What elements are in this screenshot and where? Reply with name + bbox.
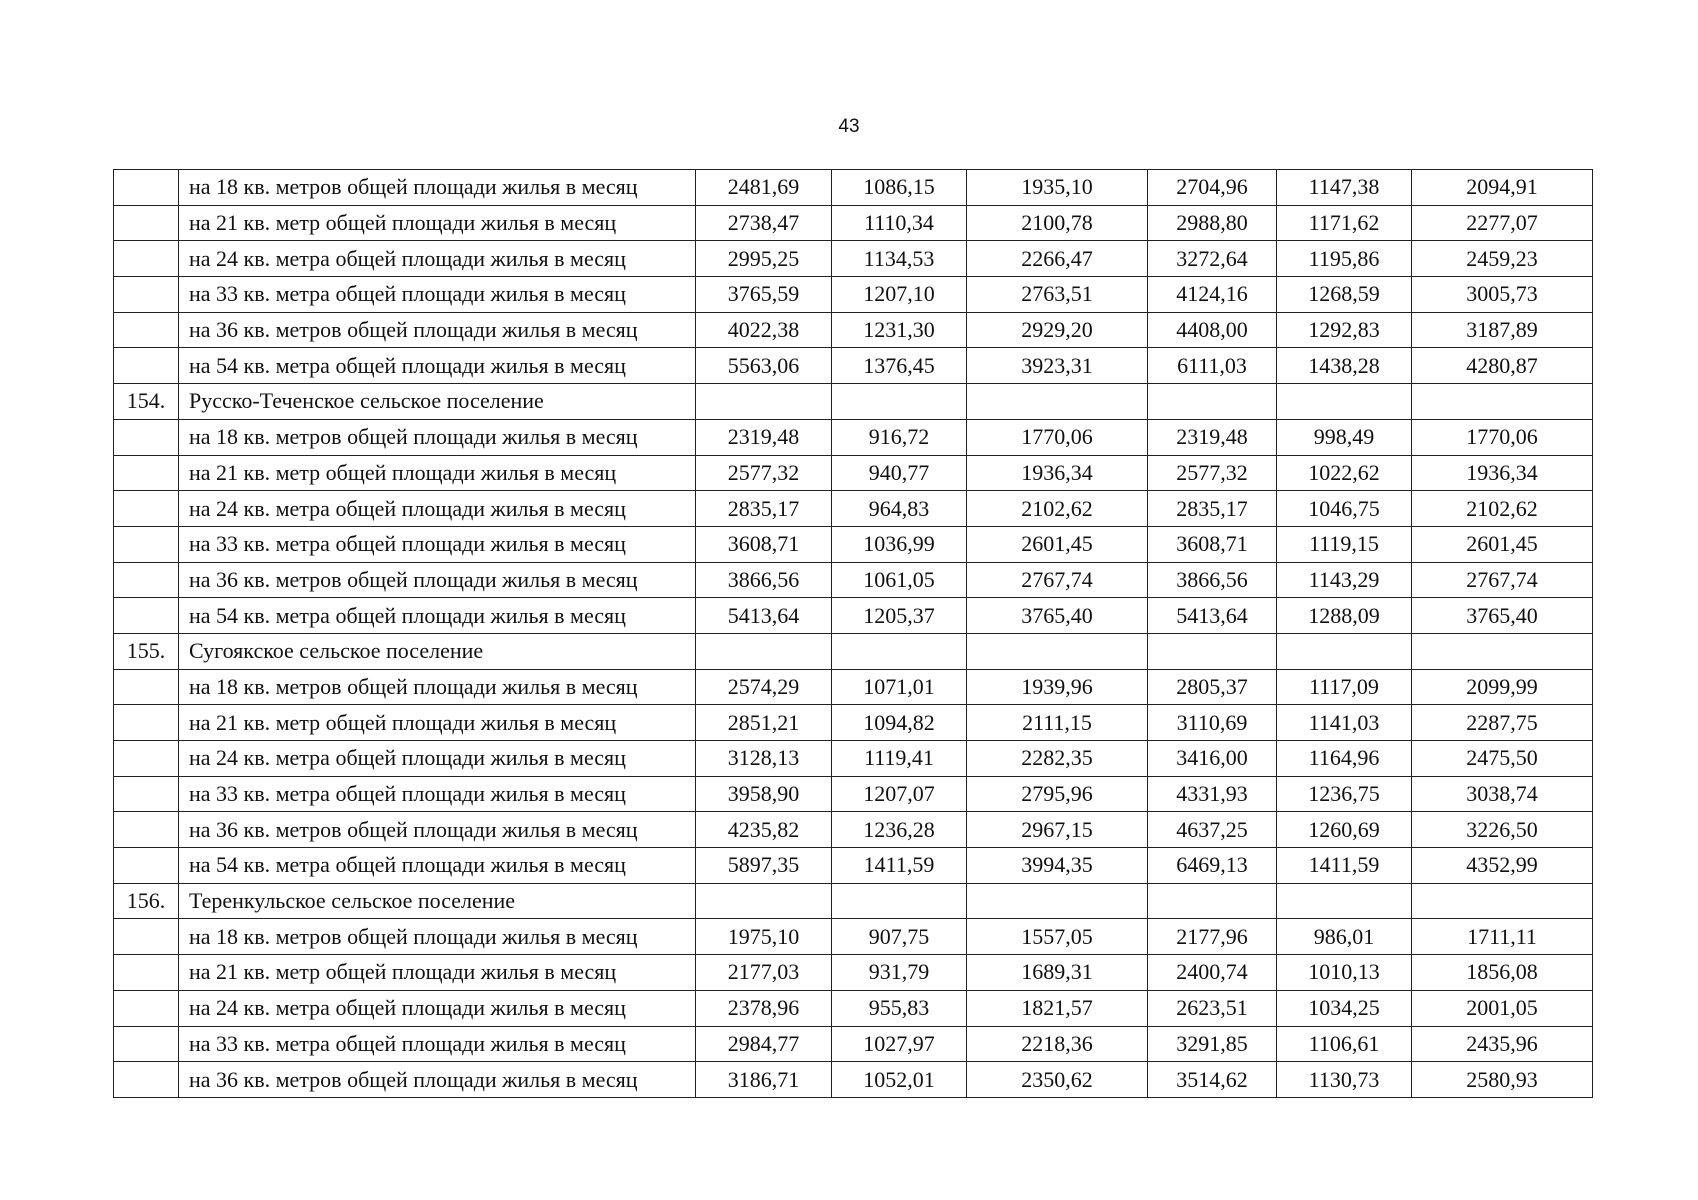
value-cell: 4280,87 (1412, 348, 1593, 384)
row-number-cell (114, 741, 179, 777)
value-cell: 1052,01 (832, 1062, 967, 1098)
value-cell (696, 883, 832, 919)
description-cell: на 18 кв. метров общей площади жилья в месяц (179, 419, 696, 455)
value-cell: 1034,25 (1277, 990, 1412, 1026)
value-cell (1412, 384, 1593, 420)
description-cell: на 24 кв. метра общей площади жилья в месяц (179, 990, 696, 1026)
value-cell (1148, 883, 1277, 919)
value-cell (1277, 384, 1412, 420)
value-cell: 1022,62 (1277, 455, 1412, 491)
table-row (114, 241, 1593, 277)
value-cell: 3226,50 (1412, 812, 1593, 848)
value-cell (832, 883, 967, 919)
value-cell: 3765,40 (967, 598, 1148, 634)
value-cell: 2929,20 (967, 312, 1148, 348)
row-number-cell (114, 312, 179, 348)
row-number-cell (114, 776, 179, 812)
row-number-cell (114, 419, 179, 455)
value-cell: 916,72 (832, 419, 967, 455)
value-cell: 2601,45 (967, 526, 1148, 562)
table-row (114, 598, 1593, 634)
description-cell: на 36 кв. метров общей площади жилья в месяц (179, 812, 696, 848)
value-cell: 1856,08 (1412, 955, 1593, 991)
value-cell: 4352,99 (1412, 848, 1593, 884)
description-cell: на 33 кв. метра общей площади жилья в месяц (179, 1026, 696, 1062)
row-number-cell (114, 526, 179, 562)
value-cell: 3514,62 (1148, 1062, 1277, 1098)
table-row (114, 312, 1593, 348)
value-cell: 3608,71 (696, 526, 832, 562)
value-cell (832, 384, 967, 420)
value-cell: 2100,78 (967, 205, 1148, 241)
value-cell: 4235,82 (696, 812, 832, 848)
value-cell: 3994,35 (967, 848, 1148, 884)
value-cell: 3416,00 (1148, 741, 1277, 777)
value-cell: 1205,37 (832, 598, 967, 634)
value-cell: 1236,75 (1277, 776, 1412, 812)
value-cell: 3291,85 (1148, 1026, 1277, 1062)
row-number-cell: 154. (114, 384, 179, 420)
value-cell: 4331,93 (1148, 776, 1277, 812)
value-cell: 2111,15 (967, 705, 1148, 741)
row-number-cell (114, 1026, 179, 1062)
table-row (114, 277, 1593, 313)
row-number-cell (114, 348, 179, 384)
value-cell (696, 384, 832, 420)
value-cell: 3110,69 (1148, 705, 1277, 741)
description-cell: на 54 кв. метра общей площади жилья в месяц (179, 848, 696, 884)
value-cell: 1094,82 (832, 705, 967, 741)
table-row (114, 848, 1593, 884)
value-cell: 1936,34 (1412, 455, 1593, 491)
value-cell: 1207,07 (832, 776, 967, 812)
value-cell: 1935,10 (967, 170, 1148, 206)
row-number-cell (114, 205, 179, 241)
description-cell: на 36 кв. метров общей площади жилья в месяц (179, 312, 696, 348)
table-row (114, 741, 1593, 777)
value-cell: 5413,64 (1148, 598, 1277, 634)
value-cell: 1143,29 (1277, 562, 1412, 598)
value-cell: 1027,97 (832, 1026, 967, 1062)
value-cell: 2102,62 (967, 491, 1148, 527)
value-cell: 907,75 (832, 919, 967, 955)
value-cell: 2435,96 (1412, 1026, 1593, 1062)
value-cell: 2805,37 (1148, 669, 1277, 705)
value-cell: 1110,34 (832, 205, 967, 241)
value-cell: 1939,96 (967, 669, 1148, 705)
value-cell: 3272,64 (1148, 241, 1277, 277)
value-cell (967, 883, 1148, 919)
value-cell: 1770,06 (1412, 419, 1593, 455)
value-cell: 931,79 (832, 955, 967, 991)
value-cell: 1231,30 (832, 312, 967, 348)
value-cell: 1260,69 (1277, 812, 1412, 848)
value-cell: 2835,17 (1148, 491, 1277, 527)
settlement-name-cell: Теренкульское сельское поселение (179, 883, 696, 919)
value-cell: 2704,96 (1148, 170, 1277, 206)
value-cell: 2266,47 (967, 241, 1148, 277)
value-cell: 2319,48 (696, 419, 832, 455)
value-cell: 2102,62 (1412, 491, 1593, 527)
table-row (114, 669, 1593, 705)
value-cell: 2984,77 (696, 1026, 832, 1062)
description-cell: на 18 кв. метров общей площади жилья в месяц (179, 919, 696, 955)
value-cell: 1236,28 (832, 812, 967, 848)
value-cell: 1288,09 (1277, 598, 1412, 634)
value-cell: 1975,10 (696, 919, 832, 955)
value-cell: 5413,64 (696, 598, 832, 634)
settlement-name-cell: Сугоякское сельское поселение (179, 633, 696, 669)
description-cell: на 24 кв. метра общей площади жилья в месяц (179, 491, 696, 527)
value-cell: 4022,38 (696, 312, 832, 348)
row-number-cell (114, 848, 179, 884)
table-row (114, 955, 1593, 991)
row-number-cell (114, 562, 179, 598)
value-cell: 1770,06 (967, 419, 1148, 455)
description-cell: на 33 кв. метра общей площади жилья в месяц (179, 277, 696, 313)
value-cell: 1086,15 (832, 170, 967, 206)
value-cell: 1036,99 (832, 526, 967, 562)
value-cell: 2795,96 (967, 776, 1148, 812)
value-cell: 986,01 (1277, 919, 1412, 955)
value-cell: 3923,31 (967, 348, 1148, 384)
value-cell: 2577,32 (696, 455, 832, 491)
value-cell (1148, 633, 1277, 669)
value-cell: 2459,23 (1412, 241, 1593, 277)
row-number-cell (114, 491, 179, 527)
value-cell (696, 633, 832, 669)
value-cell (1277, 883, 1412, 919)
description-cell: на 18 кв. метров общей площади жилья в месяц (179, 170, 696, 206)
row-number-cell (114, 277, 179, 313)
value-cell: 3866,56 (696, 562, 832, 598)
page-number: 43 (838, 116, 860, 137)
row-number-cell (114, 455, 179, 491)
value-cell: 1134,53 (832, 241, 967, 277)
value-cell: 1130,73 (1277, 1062, 1412, 1098)
value-cell: 2580,93 (1412, 1062, 1593, 1098)
description-cell: на 21 кв. метр общей площади жилья в месяц (179, 455, 696, 491)
value-cell: 2400,74 (1148, 955, 1277, 991)
value-cell: 5897,35 (696, 848, 832, 884)
value-cell: 2177,96 (1148, 919, 1277, 955)
table-row (114, 419, 1593, 455)
table-row (114, 348, 1593, 384)
row-number-cell: 155. (114, 633, 179, 669)
value-cell: 2282,35 (967, 741, 1148, 777)
value-cell: 2475,50 (1412, 741, 1593, 777)
value-cell: 1071,01 (832, 669, 967, 705)
value-cell: 1689,31 (967, 955, 1148, 991)
row-number-cell (114, 1062, 179, 1098)
value-cell: 5563,06 (696, 348, 832, 384)
value-cell: 3187,89 (1412, 312, 1593, 348)
value-cell: 940,77 (832, 455, 967, 491)
value-cell: 1171,62 (1277, 205, 1412, 241)
value-cell: 1711,11 (1412, 919, 1593, 955)
value-cell: 955,83 (832, 990, 967, 1026)
description-cell: на 24 кв. метра общей площади жилья в месяц (179, 741, 696, 777)
value-cell: 6111,03 (1148, 348, 1277, 384)
value-cell: 1164,96 (1277, 741, 1412, 777)
value-cell: 3866,56 (1148, 562, 1277, 598)
value-cell: 2350,62 (967, 1062, 1148, 1098)
value-cell: 2763,51 (967, 277, 1148, 313)
value-cell: 2287,75 (1412, 705, 1593, 741)
value-cell (1412, 883, 1593, 919)
value-cell: 2177,03 (696, 955, 832, 991)
value-cell: 2835,17 (696, 491, 832, 527)
table-row (114, 205, 1593, 241)
value-cell: 998,49 (1277, 419, 1412, 455)
value-cell: 1292,83 (1277, 312, 1412, 348)
value-cell: 1821,57 (967, 990, 1148, 1026)
value-cell: 2967,15 (967, 812, 1148, 848)
value-cell: 2767,74 (967, 562, 1148, 598)
table-row (114, 562, 1593, 598)
description-cell: на 33 кв. метра общей площади жилья в месяц (179, 776, 696, 812)
description-cell: на 54 кв. метра общей площади жилья в месяц (179, 348, 696, 384)
table-row (114, 812, 1593, 848)
value-cell: 1061,05 (832, 562, 967, 598)
value-cell: 4124,16 (1148, 277, 1277, 313)
value-cell: 2601,45 (1412, 526, 1593, 562)
row-number-cell (114, 170, 179, 206)
value-cell: 1376,45 (832, 348, 967, 384)
value-cell (1412, 633, 1593, 669)
row-number-cell (114, 919, 179, 955)
table-row (114, 1062, 1593, 1098)
value-cell (1148, 384, 1277, 420)
value-cell: 2319,48 (1148, 419, 1277, 455)
value-cell: 2995,25 (696, 241, 832, 277)
value-cell: 1119,15 (1277, 526, 1412, 562)
value-cell: 2767,74 (1412, 562, 1593, 598)
table-row (114, 705, 1593, 741)
value-cell: 2577,32 (1148, 455, 1277, 491)
value-cell (832, 633, 967, 669)
value-cell: 1438,28 (1277, 348, 1412, 384)
value-cell (967, 633, 1148, 669)
value-cell: 6469,13 (1148, 848, 1277, 884)
section-header-row (114, 384, 1593, 420)
value-cell: 3186,71 (696, 1062, 832, 1098)
row-number-cell (114, 241, 179, 277)
value-cell: 4637,25 (1148, 812, 1277, 848)
value-cell: 2094,91 (1412, 170, 1593, 206)
table-row (114, 170, 1593, 206)
value-cell: 2738,47 (696, 205, 832, 241)
value-cell: 4408,00 (1148, 312, 1277, 348)
value-cell: 2099,99 (1412, 669, 1593, 705)
value-cell: 1268,59 (1277, 277, 1412, 313)
value-cell: 1411,59 (832, 848, 967, 884)
value-cell: 1117,09 (1277, 669, 1412, 705)
value-cell: 1936,34 (967, 455, 1148, 491)
value-cell (967, 384, 1148, 420)
description-cell: на 36 кв. метров общей площади жилья в месяц (179, 562, 696, 598)
value-cell: 2574,29 (696, 669, 832, 705)
value-cell: 3038,74 (1412, 776, 1593, 812)
table-row (114, 526, 1593, 562)
table-row (114, 455, 1593, 491)
row-number-cell: 156. (114, 883, 179, 919)
value-cell: 1010,13 (1277, 955, 1412, 991)
table-body (114, 170, 1593, 1098)
value-cell: 1119,41 (832, 741, 967, 777)
settlement-name-cell: Русско-Теченское сельское поселение (179, 384, 696, 420)
section-header-row (114, 883, 1593, 919)
cost-table (113, 169, 1593, 1098)
value-cell: 3765,40 (1412, 598, 1593, 634)
description-cell: на 21 кв. метр общей площади жилья в месяц (179, 955, 696, 991)
table-row (114, 1026, 1593, 1062)
description-cell: на 18 кв. метров общей площади жилья в месяц (179, 669, 696, 705)
table-row (114, 919, 1593, 955)
value-cell: 2851,21 (696, 705, 832, 741)
row-number-cell (114, 598, 179, 634)
value-cell: 2481,69 (696, 170, 832, 206)
description-cell: на 21 кв. метр общей площади жилья в месяц (179, 205, 696, 241)
value-cell: 3765,59 (696, 277, 832, 313)
value-cell: 2623,51 (1148, 990, 1277, 1026)
table-row (114, 990, 1593, 1026)
value-cell: 2001,05 (1412, 990, 1593, 1026)
row-number-cell (114, 990, 179, 1026)
section-header-row (114, 633, 1593, 669)
description-cell: на 36 кв. метров общей площади жилья в месяц (179, 1062, 696, 1098)
value-cell: 1141,03 (1277, 705, 1412, 741)
row-number-cell (114, 705, 179, 741)
table-row (114, 776, 1593, 812)
table-row (114, 491, 1593, 527)
value-cell: 1195,86 (1277, 241, 1412, 277)
row-number-cell (114, 812, 179, 848)
description-cell: на 24 кв. метра общей площади жилья в месяц (179, 241, 696, 277)
row-number-cell (114, 669, 179, 705)
description-cell: на 33 кв. метра общей площади жилья в месяц (179, 526, 696, 562)
value-cell: 3958,90 (696, 776, 832, 812)
value-cell: 1147,38 (1277, 170, 1412, 206)
value-cell: 1557,05 (967, 919, 1148, 955)
value-cell: 1106,61 (1277, 1026, 1412, 1062)
value-cell: 2988,80 (1148, 205, 1277, 241)
value-cell: 3005,73 (1412, 277, 1593, 313)
value-cell: 964,83 (832, 491, 967, 527)
value-cell: 3608,71 (1148, 526, 1277, 562)
value-cell: 2378,96 (696, 990, 832, 1026)
value-cell: 1207,10 (832, 277, 967, 313)
value-cell: 3128,13 (696, 741, 832, 777)
value-cell: 2218,36 (967, 1026, 1148, 1062)
value-cell: 1046,75 (1277, 491, 1412, 527)
row-number-cell (114, 955, 179, 991)
description-cell: на 54 кв. метра общей площади жилья в месяц (179, 598, 696, 634)
value-cell (1277, 633, 1412, 669)
value-cell: 2277,07 (1412, 205, 1593, 241)
value-cell: 1411,59 (1277, 848, 1412, 884)
description-cell: на 21 кв. метр общей площади жилья в месяц (179, 705, 696, 741)
